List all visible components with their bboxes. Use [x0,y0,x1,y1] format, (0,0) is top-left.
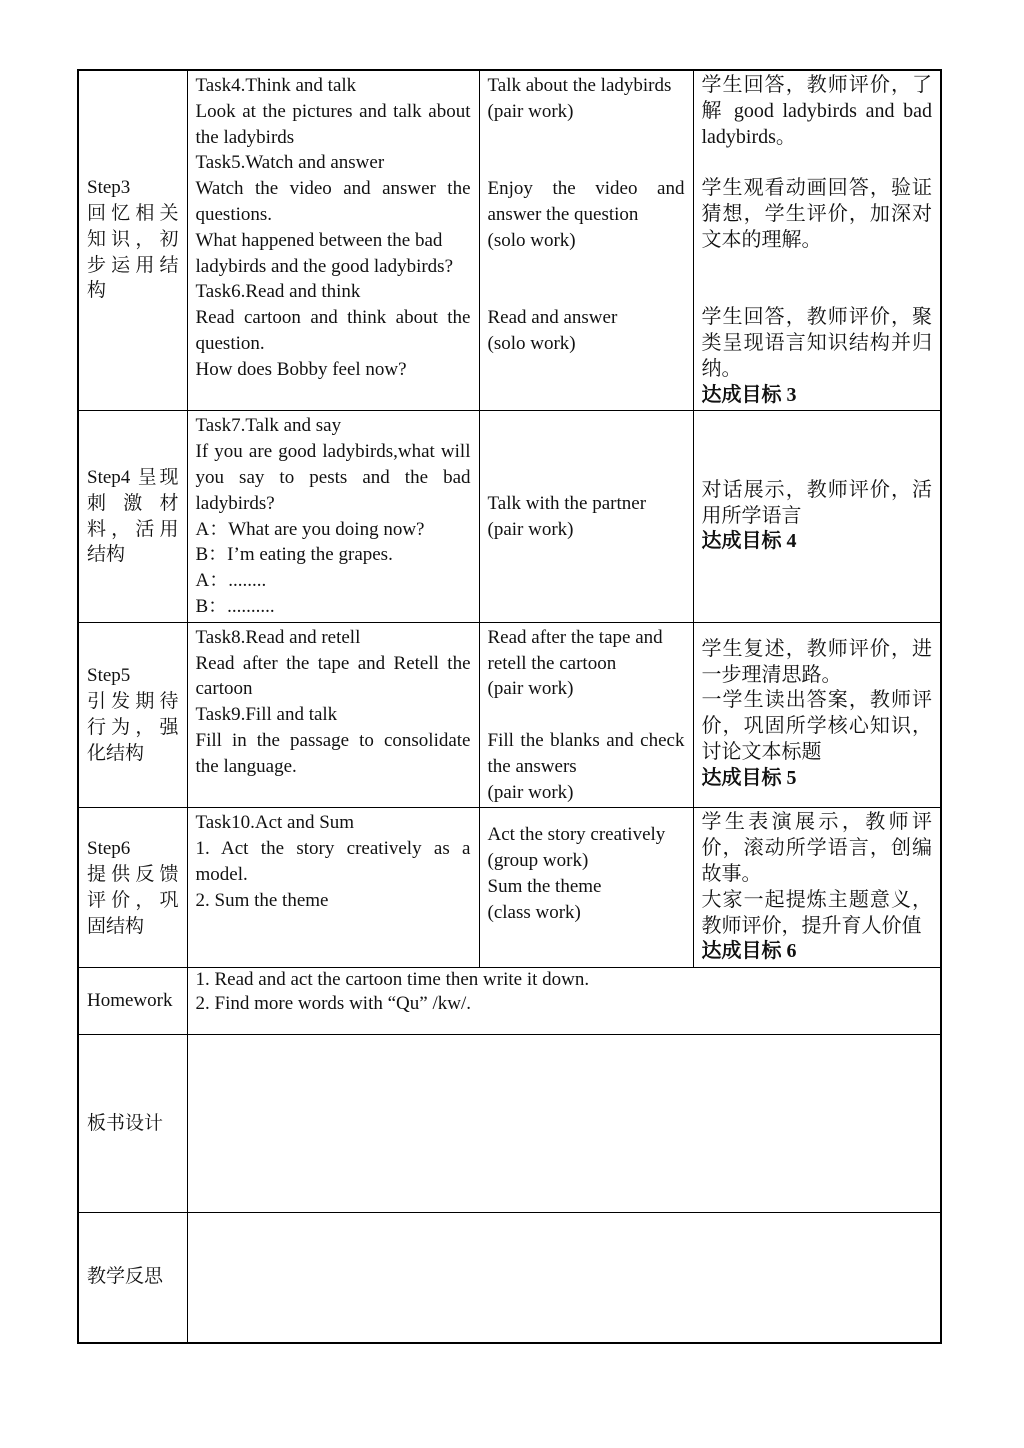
homework-label: Homework [78,968,187,1035]
evaluation-cell [693,411,941,622]
task-title: Task4.Think and talk [195,75,357,96]
step-cell [78,622,187,808]
step-label: Step5 [87,665,131,687]
activity-mode: (class work) [487,901,581,923]
task-text: If you are good ladybirds,what will you say to pests and the bad ladybirds? [195,441,471,514]
reflection-cell [187,1213,941,1343]
evaluation-cell [693,808,941,968]
step-description: Step4 呈现刺激材料，活用结构 [87,466,179,566]
homework-item: 1. Read and act the cartoon time then write it down. [195,969,590,991]
task-text: Read after the tape and Retell the cartoon [195,652,471,700]
task-text: Watch the video and answer the questions. [195,178,471,225]
goal-label: 达成目标 3 [701,383,797,406]
task-title: Task9.Fill and talk [195,704,338,726]
activity-mode: (pair work) [487,678,574,700]
activity-text: Read and answer [487,307,618,329]
goal-label: 达成目标 5 [701,766,797,789]
step-label: Step3 [87,177,131,199]
activity-cell [479,70,693,411]
step-cell [78,411,187,622]
activity-mode: (solo work) [487,332,576,354]
goal-label: 达成目标 6 [701,940,797,963]
activity-mode: (pair work) [487,518,574,540]
table-row-board-design [78,1035,941,1213]
activity-cell [479,411,693,622]
homework-item: 2. Find more words with “Qu” /kw/. [195,993,471,1015]
step-description: 引发期待行为，强化结构 [87,691,179,764]
step-cell [78,70,187,411]
task-title: Task8.Read and retell [195,626,361,648]
evaluation-text: 学生观看动画回答，验证猜想，学生评价，加深对文本的理解。 [701,177,932,251]
activity-text: Enjoy the video and answer the question [487,178,685,225]
activity-text: Fill the blanks and check the answers [487,729,685,777]
task-text: Look at the pictures and talk about the ladybirds [195,100,471,148]
activity-cell [479,808,693,968]
homework-cell [187,968,941,1035]
activity-cell [479,622,693,808]
task-text: How does Bobby feel now? [195,358,407,380]
dialogue-line: A：What are you doing now? [195,518,425,540]
evaluation-text: 一学生读出答案，教师评价，巩固所学核心知识，讨论文本标题 [701,689,932,763]
table-row-homework [78,968,941,1035]
table-row [78,70,941,411]
table-row-reflection [78,1213,941,1343]
evaluation-text: 学生复述，教师评价，进一步理清思路。 [701,637,932,686]
activity-mode: (pair work) [487,781,574,803]
tasks-cell [187,411,479,622]
evaluation-cell [693,70,941,411]
task-text: 1. Act the story creatively as a model. [195,838,471,885]
board-design-label: 板书设计 [78,1035,187,1213]
step-description: 提供反馈评价，巩固结构 [87,863,179,937]
task-text: What happened between the bad ladybirds and the good ladybirds? [195,229,454,277]
table-row [78,622,941,808]
board-design-cell [187,1035,941,1213]
activity-mode: (solo work) [487,229,576,251]
task-title: Task10.Act and Sum [195,812,355,834]
reflection-label: 教学反思 [78,1213,187,1343]
evaluation-cell [693,622,941,808]
lesson-plan-table [77,69,942,1344]
dialogue-line: B：.......... [195,595,275,617]
goal-label: 达成目标 4 [701,530,797,553]
tasks-cell [187,70,479,411]
evaluation-text: 学生回答，教师评价，了解 good ladybirds and bad ladybirds。 [701,74,932,148]
activity-mode: (pair work) [487,100,574,122]
activity-text: Sum the theme [487,875,602,897]
evaluation-text: 学生回答，教师评价，聚类呈现语言知识结构并归纳。 [701,306,932,380]
activity-text: Act the story creatively [487,824,666,846]
tasks-cell [187,808,479,968]
task-title: Task5.Watch and answer [195,152,385,174]
evaluation-text: 对话展示，教师评价，活用所学语言 [701,478,932,527]
table-row [78,808,941,968]
task-title: Task6.Read and think [195,281,361,303]
dialogue-line: A：........ [195,570,267,592]
evaluation-text: 大家一起提炼主题意义，教师评价，提升育人价值 [701,888,932,937]
activity-mode: (group work) [487,850,589,872]
evaluation-text: 学生表演展示，教师评价，滚动所学语言，创编故事。 [701,811,932,885]
task-title: Task7.Talk and say [195,415,342,437]
activity-text: Talk about the ladybirds [487,75,672,96]
activity-text: Read after the tape and retell the cartoon [487,626,663,674]
task-text: Fill in the passage to consolidate the language. [195,729,471,777]
step-label: Step6 [87,838,131,860]
activity-text: Talk with the partner [487,492,647,514]
tasks-cell [187,622,479,808]
step-cell [78,808,187,968]
table-row [78,411,941,622]
task-text: 2. Sum the theme [195,889,329,911]
task-text: Read cartoon and think about the question. [195,307,471,354]
step-description: 回忆相关知识，初步运用结构 [87,202,179,302]
dialogue-line: B：I’m eating the grapes. [195,544,393,566]
